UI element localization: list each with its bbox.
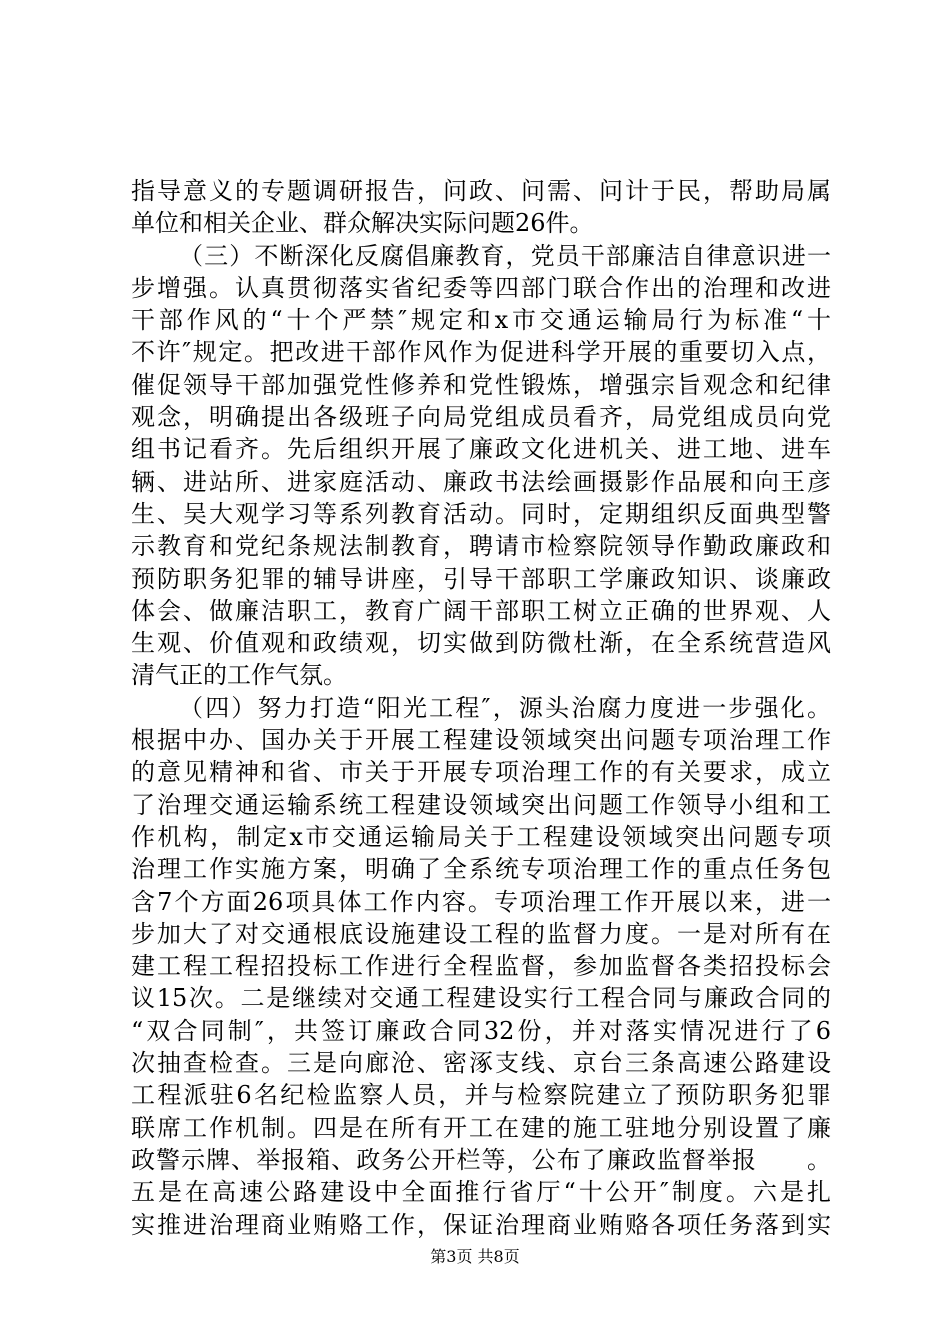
text-line: 步加大了对交通根底设施建设工程的监督力度。一是对所有在 xyxy=(131,919,831,948)
text-line: 建工程工程招投标工作进行全程监督，参加监督各类招投标会 xyxy=(131,952,831,981)
text-line: 作机构，制定x市交通运输局关于工程建设领域突出问题专项 xyxy=(131,822,831,851)
text-line: “双合同制″，共签订廉政合同32份，并对落实情况进行了6 xyxy=(131,1016,831,1045)
text-line: 步增强。认真贯彻落实省纪委等四部门联合作出的治理和改进 xyxy=(131,273,831,302)
text-line: 组书记看齐。先后组织开展了廉政文化进机关、进工地、进车 xyxy=(131,435,831,464)
document-body xyxy=(131,175,831,1241)
text-line: 生观、价值观和政绩观，切实做到防微杜渐，在全系统营造风 xyxy=(131,629,831,658)
text-line: 单位和相关企业、群众解决实际问题26件。 xyxy=(131,209,594,238)
text-line: 辆、进站所、进家庭活动、廉政书法绘画摄影作品展和向王彦 xyxy=(131,467,831,496)
text-line: 的意见精神和省、市关于开展专项治理工作的有关要求，成立 xyxy=(131,758,831,787)
text-line: （三）不断深化反腐倡廉教育，党员干部廉洁自律意识进一 xyxy=(179,241,831,270)
text-line: 含7个方面26项具体工作内容。专项治理工作开展以来，进一 xyxy=(131,887,831,916)
text-line: 议15次。二是继续对交通工程建设实行工程合同与廉政合同的 xyxy=(131,984,831,1013)
text-line: 生、吴大观学习等系列教育活动。同时，定期组织反面典型警 xyxy=(131,499,831,528)
text-line: 实推进治理商业贿赂工作，保证治理商业贿赂各项任务落到实 xyxy=(131,1210,831,1239)
text-line: 次抽查检查。三是向廊沧、密涿支线、京台三条高速公路建设 xyxy=(131,1049,831,1078)
text-line: 体会、做廉洁职工，教育广阔干部职工树立正确的世界观、人 xyxy=(131,596,831,625)
text-line: 清气正的工作气氛。 xyxy=(131,661,347,690)
text-line: 治理工作实施方案，明确了全系统专项治理工作的重点任务包 xyxy=(131,855,831,884)
text-line: 政警示牌、举报箱、政务公开栏等，公布了廉政监督举报 。 xyxy=(131,1145,831,1174)
text-line: 观念，明确提出各级班子向局党组成员看齐，局党组成员向党 xyxy=(131,403,831,432)
text-line: 了治理交通运输系统工程建设领域突出问题工作领导小组和工 xyxy=(131,790,831,819)
text-line: 不许″规定。把改进干部作风作为促进科学开展的重要切入点， xyxy=(131,338,831,367)
text-line: 催促领导干部加强党性修养和党性锻炼，增强宗旨观念和纪律 xyxy=(131,370,831,399)
text-line: 工程派驻6名纪检监察人员，并与检察院建立了预防职务犯罪 xyxy=(131,1081,831,1110)
text-line: 五是在高速公路建设中全面推行省厅“十公开″制度。六是扎 xyxy=(131,1178,831,1207)
text-line: 干部作风的“十个严禁″规定和x市交通运输局行为标准“十 xyxy=(131,306,831,335)
text-line: 预防职务犯罪的辅导讲座，引导干部职工学廉政知识、谈廉政 xyxy=(131,564,831,593)
text-line: 根据中办、国办关于开展工程建设领域突出问题专项治理工作 xyxy=(131,726,831,755)
text-line: 指导意义的专题调研报告，问政、问需、问计于民，帮助局属 xyxy=(131,177,831,205)
text-line: （四）努力打造“阳光工程″，源头治腐力度进一步强化。 xyxy=(179,693,831,722)
text-line: 示教育和党纪条规法制教育，聘请市检察院领导作勤政廉政和 xyxy=(131,532,831,561)
text-line: 联席工作机制。四是在所有开工在建的施工驻地分别设置了廉 xyxy=(131,1113,831,1142)
page-footer: 第3页 共8页 xyxy=(430,1247,520,1266)
